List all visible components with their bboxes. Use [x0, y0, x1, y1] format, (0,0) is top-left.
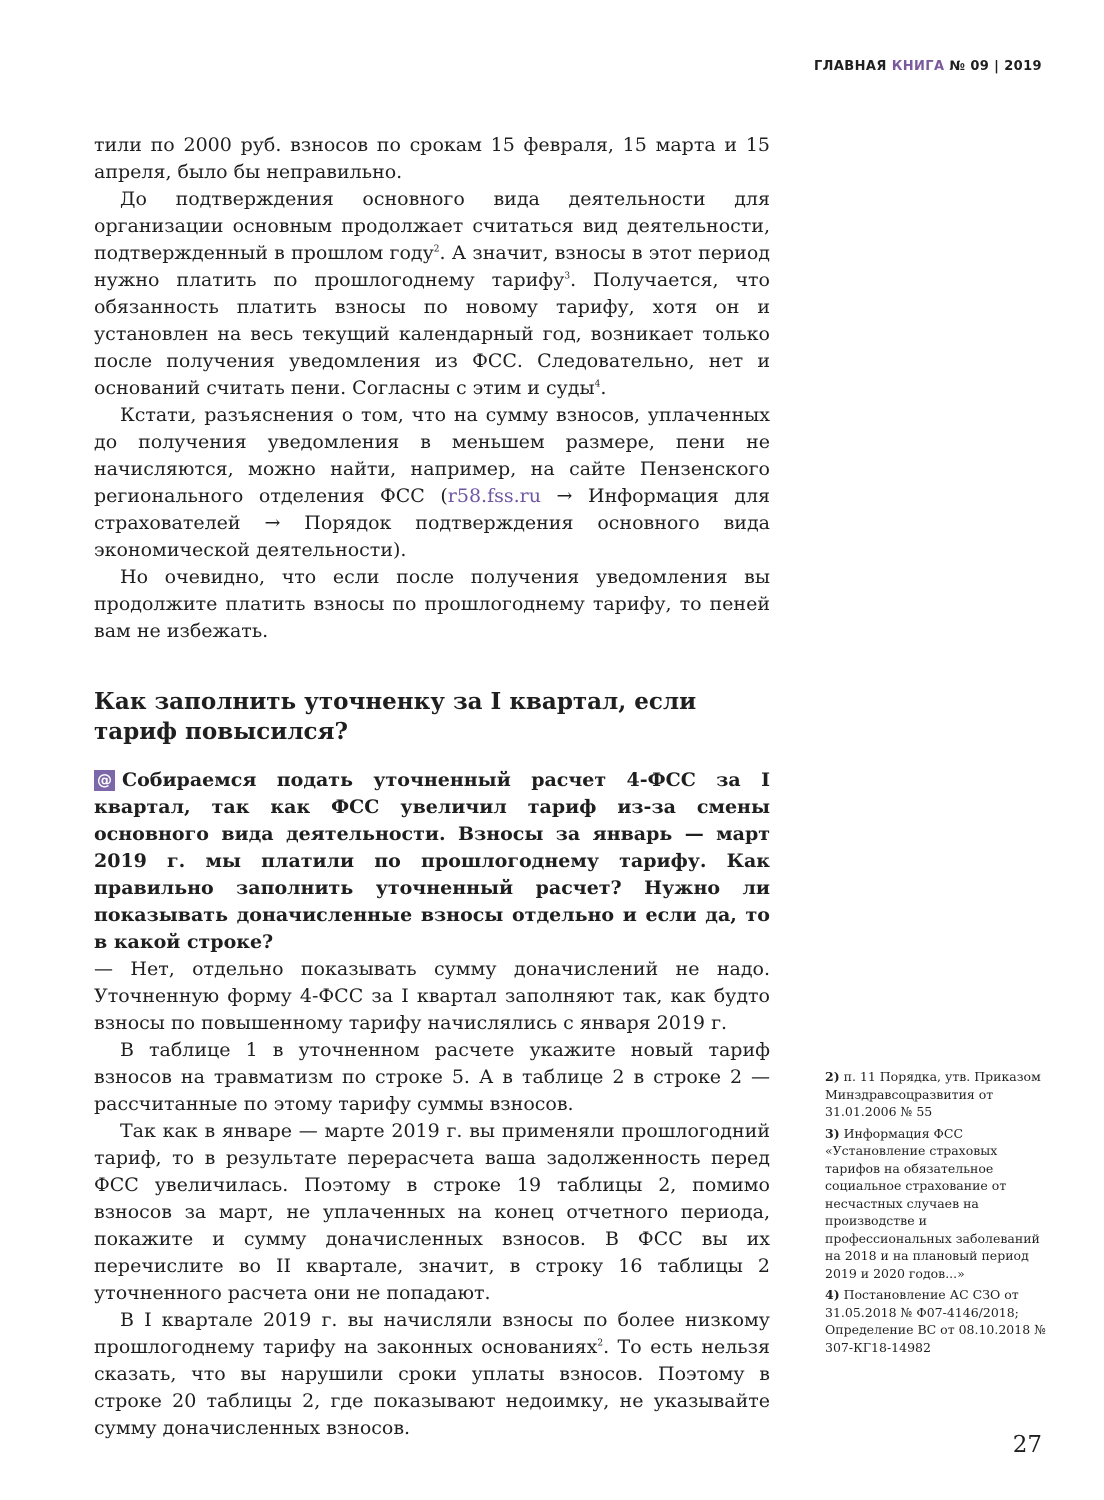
paragraph-main-activity: До подтверждения основного вида деятельности для организации основным продолжает считаться вид деятельности, подтвержденный в прошлом году$^2$. А значит, взносы в этот период нужно платить по прошлогоднему тарифу$^3$. Получается, что обязанность платить взносы по новому тарифу, хотя он и установлен на весь текущий календарный год, возникает только после получения уведомления из ФСС. Следовательно, нет и оснований считать пени. Согласны с этим и суды$^4$. [94, 188, 771, 399]
reader-question: @ Собираемся подать уточненный расчет 4-ФСС за I квартал, так как ФСС увеличил тариф из-за смены основного вида деятельности. Взносы за январь — март 2019 г. мы платили по прошлогоднему тарифу. Как правильно заполнить уточненный расчет? Нужно ли показывать доначисленные взносы отдельно и если да, то в какой строке? [94, 769, 770, 953]
section-title: Как заполнить уточненку за I квартал, если тариф повысился? [94, 688, 697, 745]
at-icon: @ [94, 770, 115, 791]
header-issue: № 09 | 2019 [949, 59, 1042, 74]
fss-site-link[interactable]: r58.fss.ru [447, 485, 541, 507]
paragraph-debt: Так как в январе — марте 2019 г. вы применяли прошлогодний тариф, то в результате перерасчета ваша задолженность перед ФСС увеличилась. Поэтому в строке 19 таблицы 2, помимо взносов за март, не уплаченных на конец отчетного периода, покажите и сумму доначисленных взносов. В ФСС вы их перечислите во II квартале, значит, в строку 16 таблицы 2 уточненного расчета они не попадают. [94, 1120, 770, 1304]
footnote-ref: 2 [597, 1338, 604, 1349]
page-number: 27 [1012, 1432, 1042, 1458]
footnote-ref: 2 [433, 244, 440, 255]
magazine-header [814, 59, 1042, 74]
footnotes [825, 1068, 1055, 1360]
header-title-accent: КНИГА [891, 59, 945, 74]
article-body [94, 132, 770, 1442]
footnote-3: 3) Информация ФСС «Установление страховых тарифов на обязательное социальное страхование от несчастных случаев на производстве и профессиональных заболеваний на 2018 и на плановый период 2019 и 2020 годов...» [825, 1125, 1040, 1281]
footnote-ref: 3 [564, 271, 571, 282]
paragraph-continuation: тили по 2000 руб. взносов по срокам 15 февраля, 15 марта и 15 апреля, было бы неправильно. [94, 134, 770, 183]
header-title: ГЛАВНАЯ [813, 59, 887, 74]
paragraph-table1: В таблице 1 в уточненном расчете укажите новый тариф взносов на травматизм по строке 5. А в таблице 2 в строке 2 — рассчитанные по этому тарифу суммы взносов. [94, 1039, 770, 1115]
paragraph-conclusion: Но очевидно, что если после получения уведомления вы продолжите платить взносы по прошлогоднему тарифу, то пеней вам не избежать. [94, 566, 770, 642]
footnote-4: 4) Постановление АС СЗО от 31.05.2018 № Ф07-4146/2018; Определение ВС от 08.10.2018 № 307-КГ18-14982 [825, 1287, 1046, 1355]
footnote-ref: 4 [594, 379, 601, 390]
paragraph-explanations: Кстати, разъяснения о том, что на сумму взносов, уплаченных до получения уведомления в меньшем размере, пени не начисляются, можно найти, например, на сайте Пензенского регионального отделения ФСС (r58.fss.ru → Информация для страхователей → Порядок подтверждения основного вида экономической деятельности). [94, 404, 770, 561]
answer-paragraph: — Нет, отдельно показывать сумму доначислений не надо. Уточненную форму 4-ФСС за I квартал заполняют так, как будто взносы по повышенному тарифу начислялись с января 2019 г. [94, 958, 770, 1034]
paragraph-arrears: В I квартале 2019 г. вы начисляли взносы по более низкому прошлогоднему тарифу на законных основаниях$^2$. То есть нельзя сказать, что вы нарушили сроки уплаты взносов. Поэтому в строке 20 таблицы 2, где показывают недоимку, не указывайте сумму доначисленных взносов. [94, 1309, 770, 1439]
footnote-2: 2) п. 11 Порядка, утв. Приказом Минздравсоцразвития от 31.01.2006 № 55 [825, 1069, 1041, 1119]
